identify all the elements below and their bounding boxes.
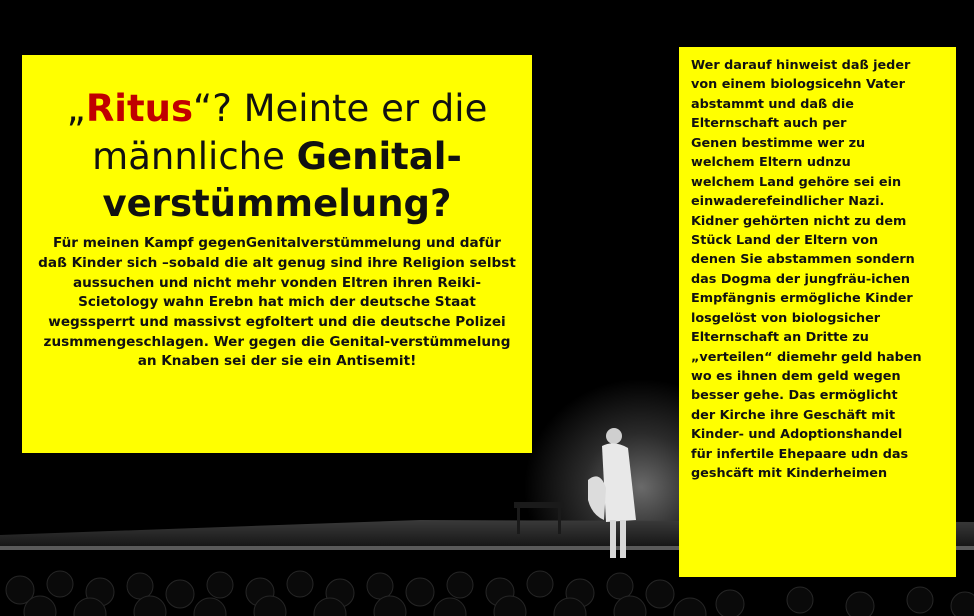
headline-ritus: Ritus (85, 87, 194, 130)
headline-genital: Genital-verstümmelung? (102, 134, 462, 226)
left-body-text: Für meinen Kampf gegenGenitalverstümmelung und dafür daß Kinder sich –sobald die alt genug sind ihre Religion selbst aussuchen und nicht mehr vonden Eltren ihren Reiki-Scietology wahn Erebn hat mich der deutsche Staat wegssperrt und massivst egfoltert und die deutsche Polizei zusmmengeschlagen. Wer gegen die Genital-verstümmelung an Knaben sei der sie ein Antisemit! (38, 235, 516, 370)
left-text-panel (22, 55, 532, 453)
headline (38, 85, 516, 228)
right-text-panel (679, 47, 956, 577)
headline-question: “? Meinte er die männliche (92, 87, 488, 178)
headline-open-quote: „ (66, 87, 86, 130)
right-body-text: Wer darauf hinweist daß jeder von einem biologsicehn Vater abstammt und daß die Elternschaft auch per Genen bestimme wer zu welchem Eltern udnzu welchem Land gehöre sei ein einwaderefeindlicher Nazi. Kidner gehörten nicht zu dem Stück Land der Eltern von denen Sie abstammen sondern das Dogma der jungfräu-ichen Empfängnis ermögliche Kinder losgelöst von biologsicher Elternschaft an Dritte zu „verteilen“ diemehr geld haben wo es ihnen dem geld wegen besser gehe. Das ermöglicht der Kirche ihre Geschäft mit Kinder- und Adoptionshandel für infertile Ehepaare udn das geshcäft mit Kinderheimen (691, 58, 922, 482)
